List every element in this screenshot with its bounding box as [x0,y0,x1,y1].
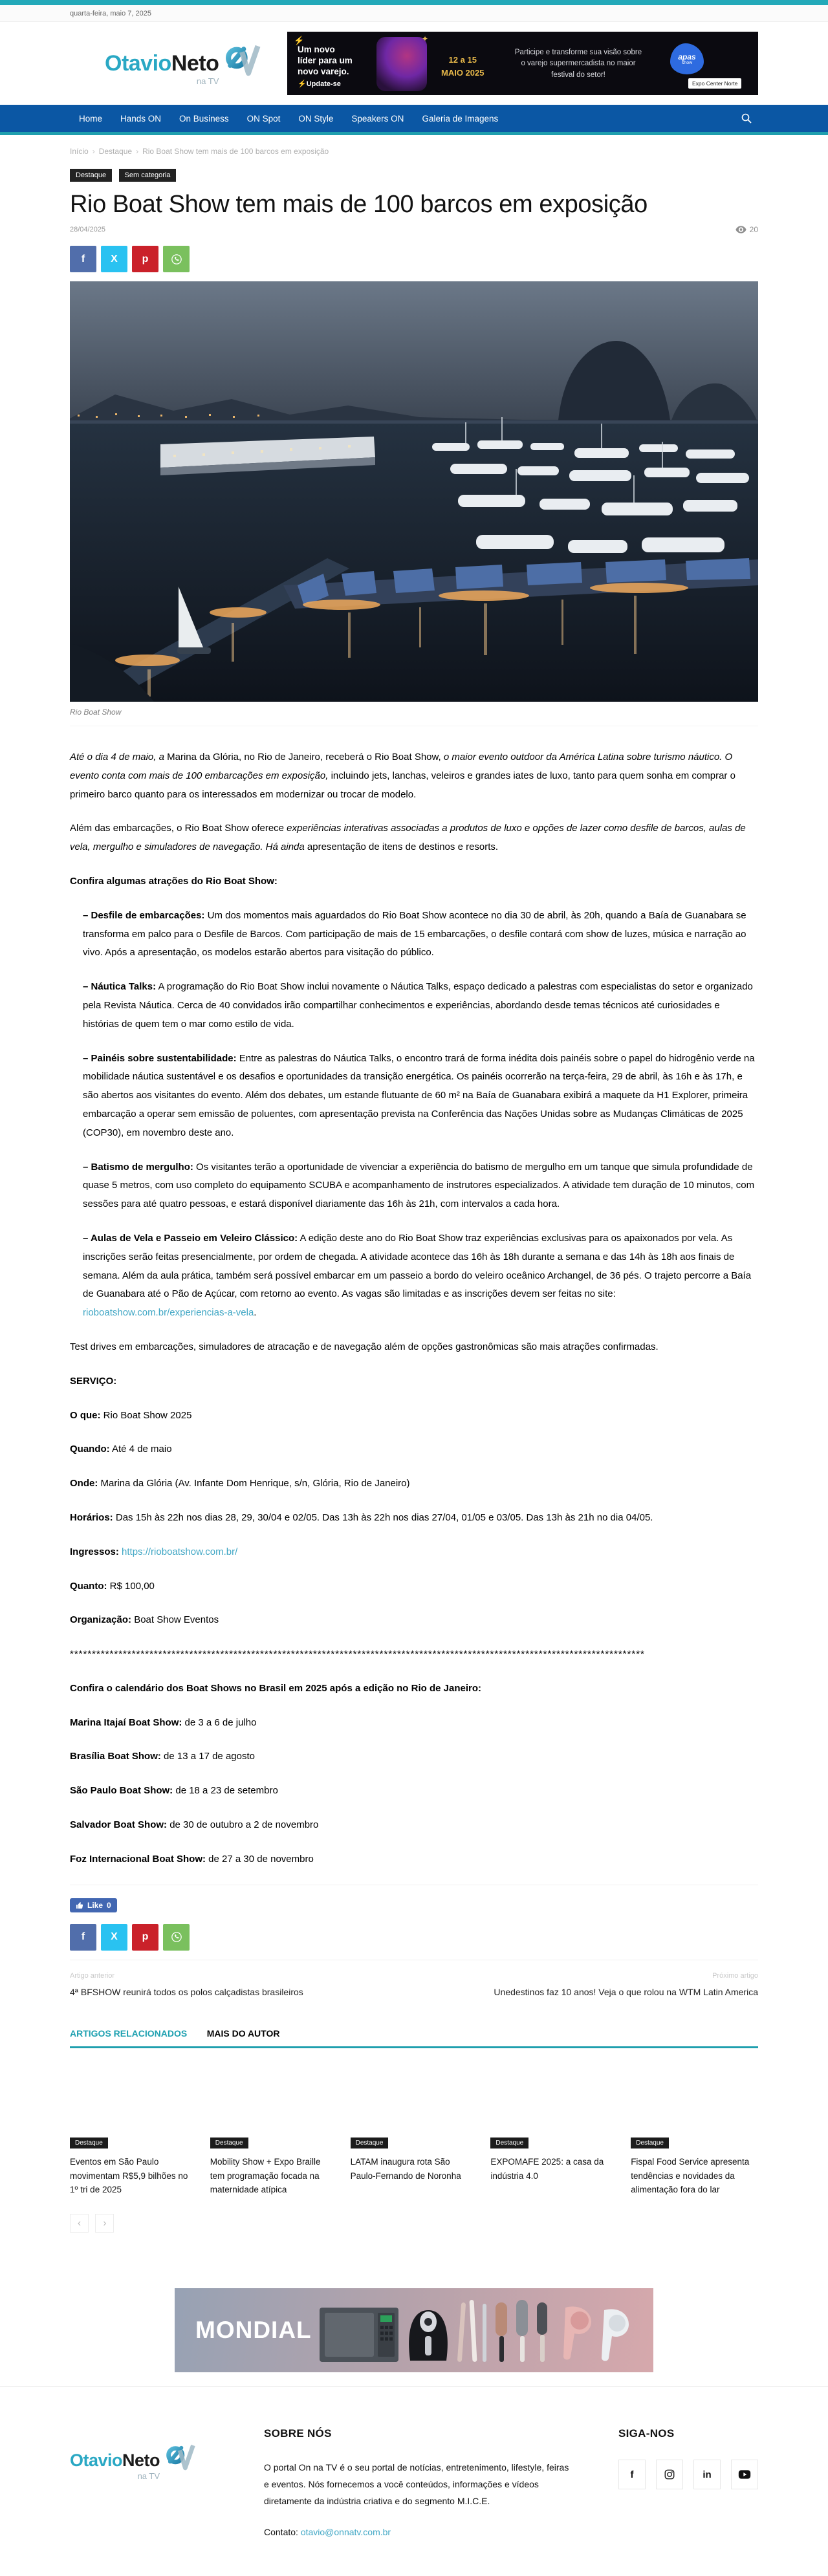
related-article-thumbnail[interactable] [210,2056,338,2136]
related-article-link[interactable]: Eventos em São Paulo movimentam R$5,9 bilhões no 1º tri de 2025 [70,2157,188,2195]
attraction-paragraph [70,1229,758,1323]
share-buttons-bottom [70,1924,758,1951]
service-row [70,1407,758,1425]
breadcrumb-separator: › [92,147,95,156]
view-counter [735,225,758,234]
post-meta [70,225,758,234]
service-heading-text: SERVIÇO: [70,1375,117,1387]
logo-name-part2: Neto [171,50,219,76]
site-footer [0,2387,828,2562]
calendar-label: São Paulo Boat Show: [70,1785,173,1797]
contact-label: Contato: [264,2526,301,2537]
facebook-link[interactable] [618,2460,646,2489]
calendar-value: de 30 de outubro a 2 de novembro [167,1819,319,1831]
nav-item-on-style[interactable]: ON Style [298,113,334,124]
thumbs-up-icon [76,1901,83,1909]
eye-icon [735,226,746,233]
youtube-icon [738,2469,751,2480]
attraction-text: A programação do Rio Boat Show inclui novamente o Náutica Talks, espaço dedicado a palestras com especialistas do setor e organizado pela Revista Náutica. Cerca de 40 convidados irão compartilhar conhecimentos e experiências, abordando desde temas técnicos até curiosidades e histórias de quem tem o mar como estilo de vida. [83,981,753,1030]
tab-artigos-relacionados[interactable]: ARTIGOS RELACIONADOS [70,2028,188,2039]
attraction-paragraph [70,907,758,962]
attraction-text: Entre as palestras do Náutica Talks, o encontro trará de forma inédita dois painéis sobre o papel do hidrogênio verde na mobilidade náutica sustentável e os desafios e oportunidades da transição energética. Os painéis ocorrerão na terça-feira, 29 de abril, às 16h e às 17h, e são abertos aos visitantes do evento. Além dos debates, um estande flutuante de 60 m² na Baía de Guanabara exibirá a maquete da H1 Explorer, primeira embarcação a operar sem emissão de poluentes, com apresentação prevista na Conferência das Nações Unidas sobre as Mudanças Climáticas de 2025 (COP30), em novembro deste ano. [83,1052,755,1138]
service-value: Até 4 de maio [109,1444,172,1455]
paragraph-text: Até o dia 4 de maio, a [70,752,168,763]
previous-article [70,1972,303,1999]
attraction-text: Um dos momentos mais aguardados do Rio Boat Show acontece no dia 30 de abril, às 20h, quando a Baía de Guanabara se transforma em palco para o Desfile de Barcos. Com participação de mais de 15 embarcações, o desfile contará com show de luzes, música e narração ao vivo. Após a apresentação, os modelos estarão abertos para visitação do público. [83,909,746,958]
related-badge-destaque[interactable]: Destaque [490,2138,528,2148]
ad-date-range: 12 a 15 [448,55,477,65]
category-badge-sem-categoria[interactable]: Sem categoria [119,169,177,182]
like-label: Like [87,1900,104,1910]
related-article-card [210,2056,338,2197]
site-logo-text [105,42,219,85]
breadcrumb [70,135,758,156]
apas-logo-word1: apas [678,52,696,61]
whatsapp-share-button[interactable] [163,246,190,272]
attraction-paragraph [70,1158,758,1214]
site-logo[interactable] [105,42,261,85]
calendar-heading-text: Confira o calendário dos Boat Shows no Brasil em 2025 após a edição no Rio de Janeiro: [70,1682,481,1694]
header-ad-banner[interactable] [287,32,758,95]
like-section [70,1885,758,1960]
ad-pitch-text [501,47,656,81]
service-value: R$ 100,00 [107,1580,155,1592]
breadcrumb-section[interactable]: Destaque [98,147,133,156]
article-subhead [70,872,758,891]
linkedin-icon: in [703,2469,712,2480]
flame-icon: ⚡ [294,36,305,45]
related-article-card [490,2056,618,2197]
ad-headline-line3: novo varejo. [298,66,349,76]
ad-pitch-line2: o varejo supermercadista no maior [521,60,636,68]
instagram-link[interactable] [656,2460,683,2489]
article-paragraph [70,819,758,857]
related-badge-destaque[interactable]: Destaque [70,2138,108,2148]
related-article-thumbnail[interactable] [351,2056,478,2136]
logo-name-part1: Otavio [105,50,171,76]
category-badges [70,169,758,182]
attraction-paragraph [70,978,758,1034]
paragraph-text: Test drives em embarcações, simuladores de atracação e de navegação além de opções gastronômicas são mais atrações confirmadas. [70,1341,659,1352]
service-value: Boat Show Eventos [131,1614,219,1626]
date-bar [0,5,828,22]
related-badge-destaque[interactable]: Destaque [210,2138,248,2148]
instagram-icon [664,2469,675,2480]
service-label: Onde: [70,1478,98,1489]
search-icon [741,113,752,124]
service-label: Horários: [70,1511,113,1523]
service-row [70,1543,758,1562]
nav-item-galeria[interactable]: Galeria de Imagens [422,113,499,124]
tab-mais-do-autor[interactable]: MAIS DO AUTOR [206,2028,280,2039]
calendar-label: Salvador Boat Show: [70,1819,168,1831]
logo-mark-icon [164,2443,196,2473]
subhead-text: Confira algumas atrações do Rio Boat Show: [70,875,278,887]
category-badge-destaque[interactable]: Destaque [70,169,112,182]
ad-headline-line1: Um novo [298,45,335,54]
ad-date-month: MAIO 2025 [441,67,485,78]
attraction-text: . [254,1307,257,1319]
attraction-label: – Náutica Talks: [83,981,157,993]
facebook-share-button[interactable] [70,1924,96,1951]
related-article-thumbnail[interactable] [631,2056,758,2136]
paragraph-text: incluindo jets, lanchas, veleiros e grandes iates de luxo, tanto para quem sonha em comprar o primeiro barco quanto para os interessados em modernizar ou trocar de modelo. [70,770,735,800]
facebook-icon: f [81,253,85,265]
tickets-link[interactable]: https://rioboatshow.com.br/ [122,1546,238,1557]
logo-tagline: na TV [137,2471,160,2482]
service-heading [70,1372,758,1391]
about-heading: SOBRE NÓS [264,2427,332,2440]
related-article-link[interactable]: EXPOMAFE 2025: a casa da indústria 4.0 [490,2157,604,2181]
nav-item-on-business[interactable]: On Business [179,113,229,124]
service-label: O que: [70,1409,101,1421]
search-button[interactable] [735,105,758,132]
pagination-next-button[interactable]: › [95,2214,114,2233]
ad-pitch-line3: festival do setor! [551,70,605,79]
calendar-row [70,1816,758,1835]
paragraph-text: Além das embarcações, o Rio Boat Show oferece [70,823,287,834]
logo-tagline: na TV [196,76,219,86]
contact-email-link[interactable]: otavio@onnatv.com.br [300,2526,391,2537]
ad-venue-pill: Expo Center Norte [688,78,741,89]
whatsapp-icon [170,253,183,266]
pinterest-icon: p [142,253,149,265]
nav-item-hands-on[interactable]: Hands ON [120,113,162,124]
ad-cta [298,80,341,88]
hero-image-marina-aerial [70,281,758,702]
spark-icon: ⚡ [298,80,307,88]
facebook-like-button[interactable] [70,1898,117,1912]
site-header [0,22,828,105]
apas-show-logo [670,43,704,74]
pinterest-share-button[interactable] [132,1924,158,1951]
ad-dates [441,54,484,79]
service-value: Das 15h às 22h nos dias 28, 29, 30/04 e 02/05. Das 13h às 22h nos dias 27/04, 01/05 e 03/05. Das 13h às 21h no dia 04/05. [113,1511,653,1523]
service-row [70,1475,758,1493]
related-article-card [631,2056,758,2197]
breadcrumb-home[interactable]: Início [70,147,89,156]
calendar-label: Marina Itajaí Boat Show: [70,1716,182,1728]
footer-logo-text [70,2441,160,2480]
nav-item-home[interactable]: Home [79,113,103,124]
pinterest-icon: p [142,1931,149,1943]
service-row [70,1611,758,1630]
main-navigation [0,105,828,132]
calendar-value: de 3 a 6 de julho [182,1716,257,1728]
like-count: 0 [107,1900,111,1910]
logo-name-part1: Otavio [70,2451,123,2471]
attraction-text: Os visitantes terão a oportunidade de vivenciar a experiência do batismo de mergulho em um tanque que simula profundidade de quase 5 metros, com uso completo do equipamento SCUBA e acompanhamento de instrutores especializados. A atividade tem duração de 10 minutos, com sessões para até quatro pessoas, e estará disponível diariamente das 16h às 21h, com intervalos a cada hora. [83,1161,755,1210]
calendar-row [70,1850,758,1869]
attraction-paragraph [70,1050,758,1143]
calendar-value: de 27 a 30 de novembro [206,1853,314,1865]
facebook-icon: f [81,1931,85,1943]
service-value: Marina da Glória (Av. Infante Dom Henrique, s/n, Glória, Rio de Janeiro) [98,1478,410,1489]
ad-pitch-line1: Participe e transforme sua visão sobre [514,49,642,56]
calendar-value: de 13 a 17 de agosto [160,1751,255,1762]
hero-image-caption: Rio Boat Show [70,702,758,726]
breadcrumb-current: Rio Boat Show tem mais de 100 barcos em exposição [142,147,329,156]
article-paragraph [70,1338,758,1357]
service-row [70,1577,758,1596]
next-article-label: Próximo artigo [712,1971,758,1980]
post-date: 28/04/2025 [70,226,106,233]
about-text: O portal On na TV é o seu portal de notícias, entretenimento, lifestyle, feiras e eventos. Nós fornecemos a você conteúdos, informações e vídeos diretamente da indústria criativa e do segmento M.I.C.E. [264,2462,569,2506]
related-badge-destaque[interactable]: Destaque [351,2138,389,2148]
nav-item-on-spot[interactable]: ON Spot [246,113,281,124]
calendar-row [70,1714,758,1733]
related-article-thumbnail[interactable] [70,2056,197,2136]
service-label: Quando: [70,1444,110,1455]
facebook-share-button[interactable] [70,246,96,272]
x-icon: X [111,1931,118,1943]
asterisk-separator: ********************************************************************************************************************************** [70,1649,645,1660]
paragraph-text: o maior evento outdoor da América Latina sobre turismo náutico. O evento conta com mais de 100 embarcações em exposição, [70,752,733,781]
whatsapp-share-button[interactable] [163,1924,190,1951]
share-buttons-top [70,246,758,272]
footer-logo[interactable] [70,2423,264,2537]
related-badge-destaque[interactable]: Destaque [631,2138,669,2148]
breadcrumb-separator: › [136,147,139,156]
attraction-label: – Batismo de mergulho: [83,1161,193,1173]
pinterest-share-button[interactable] [132,246,158,272]
article-paragraph [70,748,758,804]
pagination-prev-button[interactable]: ‹ [70,2214,89,2233]
article-body [70,726,758,1869]
related-articles-grid [70,2056,758,2197]
vela-signup-link[interactable]: rioboatshow.com.br/experiencias-a-vela [83,1307,254,1319]
attraction-label: – Painéis sobre sustentabilidade: [83,1052,237,1064]
paragraph-text: Marina da Glória, no Rio de Janeiro, receberá o Rio Boat Show, [167,752,444,763]
linkedin-link[interactable] [693,2460,721,2489]
related-pagination [70,2214,758,2233]
ad-vr-person-graphic [376,37,427,91]
attraction-label: – Aulas de Vela e Passeio em Veleiro Clássico: [83,1232,298,1244]
previous-article-link[interactable]: 4ª BFSHOW reunirá todos os polos calçadistas brasileiros [70,1986,303,1997]
calendar-label: Foz Internacional Boat Show: [70,1853,206,1865]
footer-about [264,2423,574,2537]
service-label: Quanto: [70,1580,107,1592]
whatsapp-icon [170,1931,183,1943]
related-tabs [70,2028,758,2048]
page-title: Rio Boat Show tem mais de 100 barcos em exposição [70,191,648,218]
x-share-button[interactable] [101,246,127,272]
calendar-row [70,1748,758,1766]
mondial-products-graphic [320,2293,643,2367]
ad-headline [298,45,353,78]
logo-mark-icon [223,43,261,78]
previous-article-label: Artigo anterior [70,1971,115,1980]
attraction-text: A edição deste ano do Rio Boat Show traz experiências exclusivas para os apaixonados por vela. As inscrições serão feitas presencialmente, por ordem de chegada. A atividade acontece das 16h às 18h durante a semana e das 14h às 18h aos finais de semana. Além da aula prática, também será possível embarcar em um passeio a bordo do veleiro oceânico Archangel, de 36 pés. O trajeto percorre a Baía de Guanabara até o Pão de Açúcar, com retorno ao evento. As vagas são limitadas e as inscrições devem ser feitas no site: [83,1232,752,1300]
service-row [70,1440,758,1459]
service-value: Rio Boat Show 2025 [100,1409,192,1421]
related-article-card [351,2056,478,2197]
main-content [70,135,758,2233]
apas-logo-word2: show [681,61,693,65]
facebook-icon: f [630,2469,634,2480]
calendar-heading [70,1680,758,1698]
ad-headline-line2: líder para um [298,55,353,65]
nav-item-speakers-on[interactable]: Speakers ON [351,113,404,124]
ad-cta-label: Update-se [306,80,341,88]
current-date: quarta-feira, maio 7, 2025 [70,9,151,17]
follow-heading: SIGA-NOS [618,2427,675,2440]
service-label: Ingressos: [70,1546,119,1557]
next-article-link[interactable]: Unedestinos faz 10 anos! Veja o que rolou na WTM Latin America [494,1986,758,1997]
related-article-thumbnail[interactable] [490,2056,618,2136]
logo-name-part2: Neto [122,2451,160,2471]
related-article-link[interactable]: Mobility Show + Expo Braille tem programação focada na maternidade atípica [210,2157,321,2195]
related-article-card [70,2056,197,2197]
post-navigation [70,1960,758,2029]
service-row [70,1509,758,1528]
youtube-link[interactable] [731,2460,758,2489]
mondial-ad-banner[interactable] [175,2288,653,2372]
next-article [494,1972,758,1999]
footer-follow [618,2423,758,2537]
x-share-button[interactable] [101,1924,127,1951]
related-article-link[interactable]: LATAM inaugura rota São Paulo-Fernando de Noronha [350,2157,461,2181]
paragraph-text: apresentação de itens de destinos e resorts. [307,841,499,853]
mondial-brand-text: MONDIAL [195,2317,312,2344]
related-article-link[interactable]: Fispal Food Service apresenta tendências e novidades da alimentação fora do lar [631,2157,750,2195]
top-accent-bar [0,0,828,5]
calendar-row [70,1782,758,1801]
view-count: 20 [749,225,758,234]
x-icon: X [111,253,118,265]
footer-contact [264,2527,574,2537]
calendar-label: Brasília Boat Show: [70,1751,161,1762]
service-label: Organização: [70,1614,132,1626]
calendar-value: de 18 a 23 de setembro [173,1785,278,1797]
footer-social-icons [618,2460,758,2489]
paragraph-text: experiências interativas associadas a produtos de luxo e opções de lazer como desfile de barcos, aulas de vela, mergulho e simuladores de navegação. Há ainda [70,823,746,853]
attraction-label: – Desfile de embarcações: [83,909,205,921]
